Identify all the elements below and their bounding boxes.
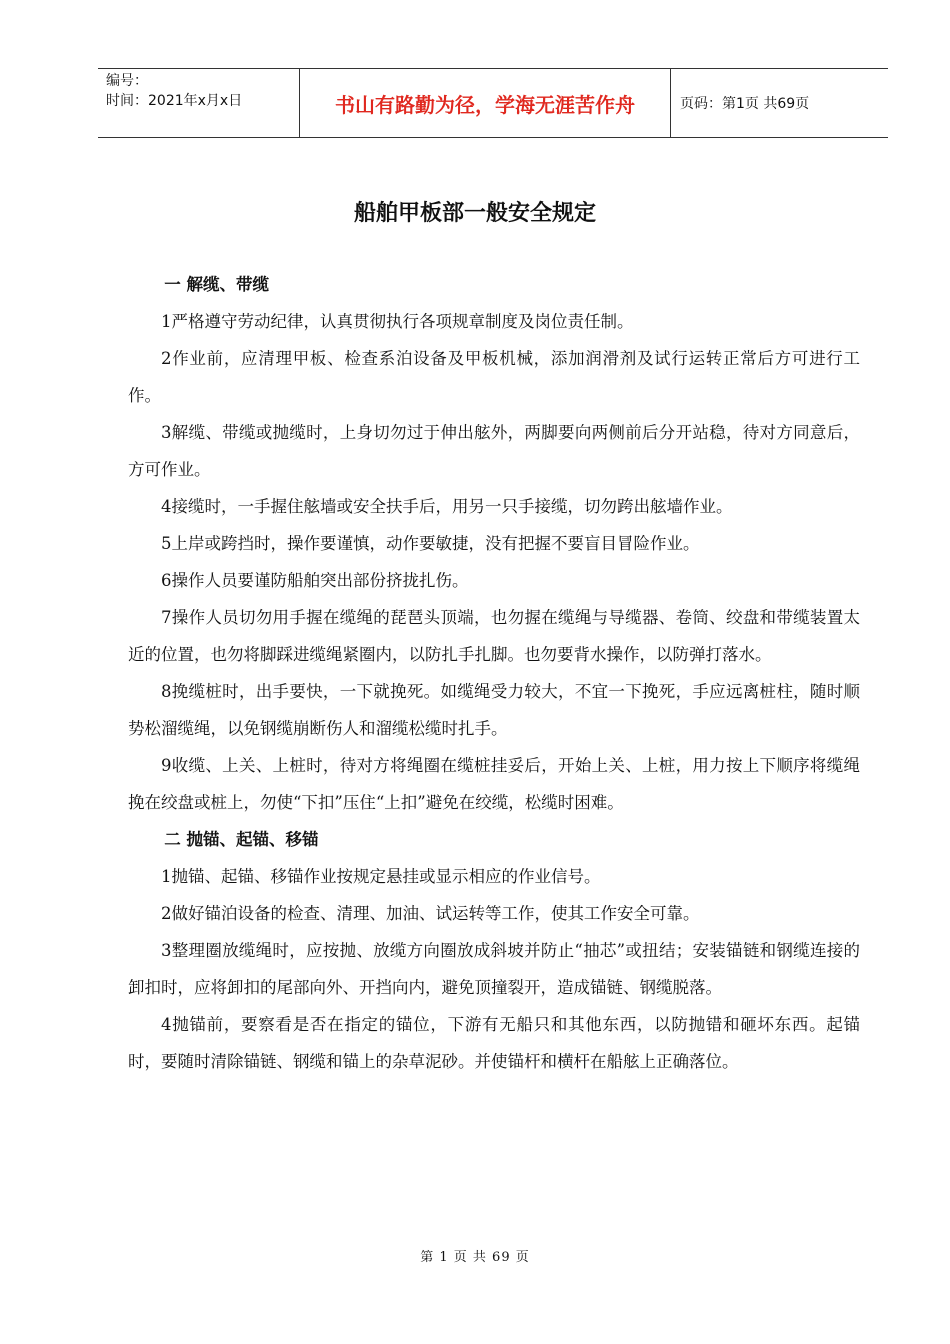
body-paragraph: 5上岸或跨挡时，操作要谨慎，动作要敏捷，没有把握不要盲目冒险作业。 (161, 534, 700, 553)
body-paragraph: 7操作人员切勿用手握在缆绳的琵琶头顶端，也勿握在缆绳与导缆器、卷筒、绞盘和带缆装置太近的位置，也勿将脚踩进缆绳紧圈内，以防扎手扎脚。也勿要背水操作，以防弹打落水。 (128, 608, 860, 664)
document-title: 船舶甲板部一般安全规定 (353, 201, 596, 226)
body-paragraph: 3整理圈放缆绳时，应按抛、放缆方向圈放成斜坡并防止“抽芯”或扭结；安装锚链和钢缆连接的卸扣时，应将卸扣的尾部向外、开挡向内，避免顶撞裂开，造成锚链、钢缆脱落。 (128, 941, 860, 997)
header-meta (106, 71, 301, 111)
page-header (98, 68, 888, 138)
body-paragraph: 4接缆时，一手握住舷墙或安全扶手后，用另一只手接缆，切勿跨出舷墙作业。 (161, 497, 733, 516)
body-paragraph: 2做好锚泊设备的检查、清理、加油、试运转等工作，使其工作安全可靠。 (161, 904, 700, 923)
body-paragraph: 4抛锚前，要察看是否在指定的锚位，下游有无船只和其他东西，以防抛错和砸坏东西。起锚时，要随时清除锚链、钢缆和锚上的杂草泥砂。并使锚杆和横杆在船舷上正确落位。 (128, 1015, 860, 1071)
body-paragraph: 9收缆、上关、上桩时，待对方将绳圈在缆桩挂妥后，开始上关、上桩，用力按上下顺序将缆绳挽在绞盘或桩上，勿使“下扣”压住“上扣”避免在绞缆，松缆时困难。 (128, 756, 860, 812)
section-heading: 二 抛锚、起锚、移锚 (164, 830, 319, 849)
header-motto: 书山有路勤为径，学海无涯苦作舟 (335, 92, 635, 117)
body-paragraph: 3解缆、带缆或抛缆时，上身切勿过于伸出舷外，两脚要向两侧前后分开站稳，待对方同意后，方可作业。 (128, 423, 860, 479)
body-paragraph: 6操作人员要谨防船舶突出部份挤拢扎伤。 (161, 571, 469, 590)
header-divider (670, 69, 671, 137)
body-paragraph: 2作业前，应清理甲板、检查系泊设备及甲板机械，添加润滑剂及试行运转正常后方可进行工作。 (128, 349, 860, 405)
section-heading: 一 解缆、带缆 (164, 275, 270, 294)
document-number-label: 编号： (106, 73, 148, 89)
page-footer: 第 1 页 共 69 页 (420, 1250, 530, 1265)
header-page-info: 页码：第1页 共69页 (680, 96, 810, 112)
document-body (128, 266, 860, 1080)
body-paragraph: 8挽缆桩时，出手要快，一下就挽死。如缆绳受力较大，不宜一下挽死，手应远离桩柱，随时顺势松溜缆绳，以免钢缆崩断伤人和溜缆松缆时扎手。 (128, 682, 860, 738)
body-paragraph: 1抛锚、起锚、移锚作业按规定悬挂或显示相应的作业信号。 (161, 867, 601, 886)
body-paragraph: 1严格遵守劳动纪律，认真贯彻执行各项规章制度及岗位责任制。 (161, 312, 634, 331)
document-time-label: 时间：2021年x月x日 (106, 93, 243, 109)
